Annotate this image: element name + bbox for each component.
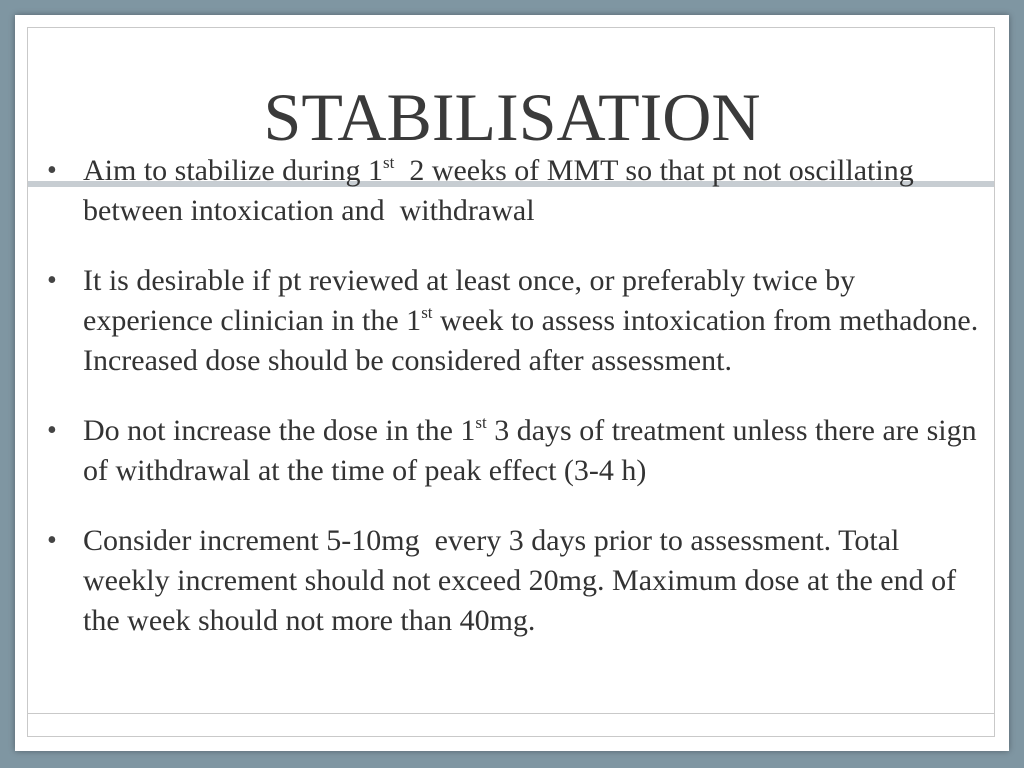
bullet-text: Consider increment 5-10mg every 3 days prior to assessment. Total weekly increment should not exceed 20mg. Maximum dose at the end of the week should not more than 40mg.	[83, 524, 964, 637]
bullet-item	[45, 261, 985, 381]
bullet-text: It is desirable if pt reviewed at least once, or preferably twice by experience clinician in the 1st week to assess intoxication from methadone. Increased dose should be considered after assessment.	[83, 264, 979, 377]
bullet-dot-icon: •	[47, 265, 57, 296]
bullet-text: Aim to stabilize during 1st 2 weeks of MMT so that pt not oscillating between intoxication and withdrawal	[83, 153, 922, 227]
bullet-item	[45, 411, 985, 491]
slide-title: STABILISATION	[263, 79, 761, 155]
bullet-list	[45, 151, 985, 671]
bullet-text: Do not increase the dose in the 1st 3 days of treatment unless there are sign of withdrawal at the time of peak effect (3-4 h)	[83, 413, 977, 487]
slide-frame	[15, 15, 1009, 751]
bullet-item	[45, 521, 985, 641]
bullet-dot-icon: •	[47, 525, 57, 556]
bullet-item	[45, 151, 985, 231]
footer-divider	[28, 713, 994, 714]
bullet-dot-icon: •	[47, 155, 57, 186]
bullet-dot-icon: •	[47, 415, 57, 446]
